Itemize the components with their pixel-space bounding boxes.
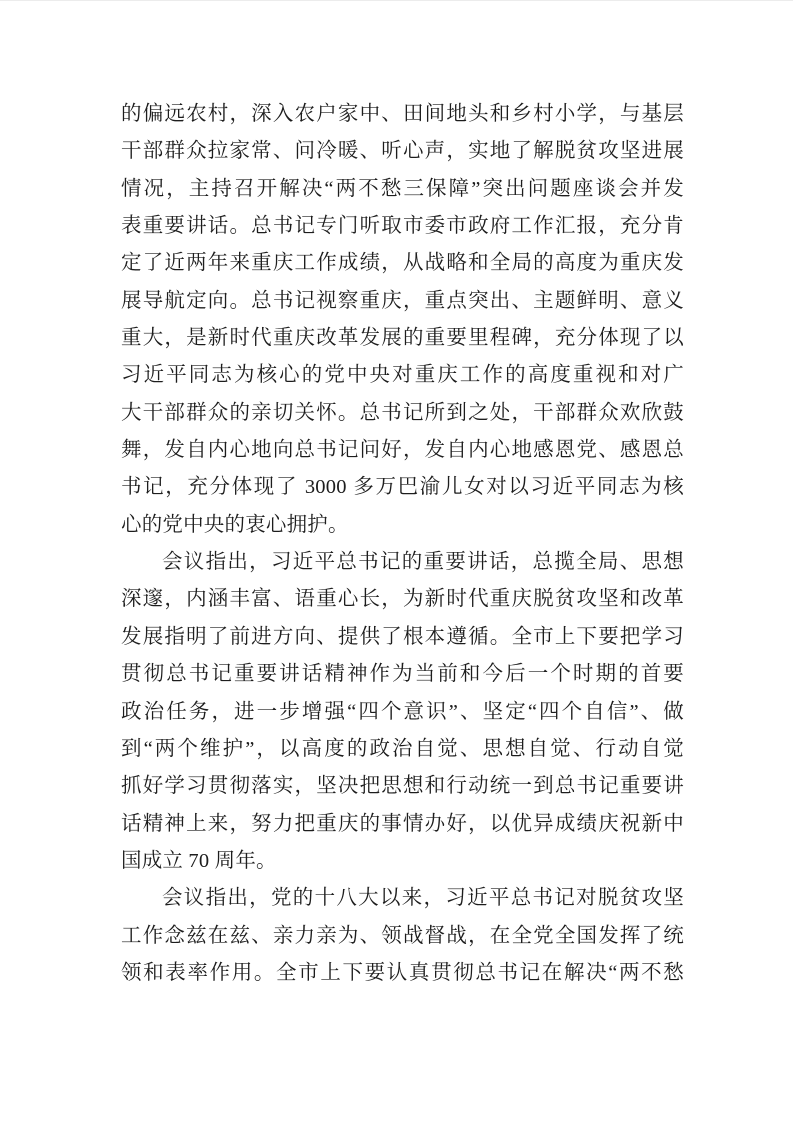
- text-line: 重大，是新时代重庆改革发展的重要里程碑，充分体现了以: [121, 327, 684, 350]
- document-body: [121, 96, 684, 992]
- paragraph: [121, 880, 684, 992]
- text-line: 发展指明了前进方向、提供了根本遵循。全市上下要把学习: [121, 625, 684, 648]
- page-top-border: [0, 0, 793, 1]
- paragraph: [121, 544, 684, 880]
- text-line: 定了近两年来重庆工作成绩，从战略和全局的高度为重庆发: [121, 252, 684, 275]
- text-line: 表重要讲话。总书记专门听取市委市政府工作汇报，充分肯: [121, 215, 684, 238]
- text-line: 心的党中央的衷心拥护。: [121, 513, 349, 536]
- text-line: 展导航定向。总书记视察重庆，重点突出、主题鲜明、意义: [121, 289, 684, 312]
- text-line: 的偏远农村，深入农户家中、田间地头和乡村小学，与基层: [121, 103, 684, 125]
- text-line: 舞，发自内心地向总书记问好，发自内心地感恩党、感恩总: [121, 439, 684, 462]
- text-line: 书记，充分体现了 3000 多万巴渝儿女对以习近平同志为核: [121, 476, 684, 499]
- text-line: 国成立 70 周年。: [121, 849, 277, 872]
- text-line: 到“两个维护”，以高度的政治自觉、思想自觉、行动自觉: [121, 737, 684, 760]
- text-line: 工作念兹在兹、亲力亲为、领战督战，在全党全国发挥了统: [121, 924, 684, 947]
- text-line: 会议指出，习近平总书记的重要讲话，总揽全局、思想: [162, 551, 684, 574]
- text-line: 贯彻总书记重要讲话精神作为当前和今后一个时期的首要: [121, 663, 684, 686]
- text-line: 大干部群众的亲切关怀。总书记所到之处，干部群众欢欣鼓: [121, 401, 684, 424]
- text-line: 话精神上来，努力把重庆的事情办好，以优异成绩庆祝新中: [121, 812, 684, 835]
- text-line: 干部群众拉家常、问冷暖、听心声，实地了解脱贫攻坚进展: [121, 140, 684, 163]
- text-line: 会议指出，党的十八大以来，习近平总书记对脱贫攻坚: [162, 887, 684, 910]
- paragraph: [121, 96, 684, 544]
- text-line: 情况，主持召开解决“两不愁三保障”突出问题座谈会并发: [121, 177, 684, 200]
- text-line: 抓好学习贯彻落实，坚决把思想和行动统一到总书记重要讲: [121, 775, 684, 798]
- text-line: 政治任务，进一步增强“四个意识”、坚定“四个自信”、做: [121, 700, 684, 723]
- text-line: 深邃，内涵丰富、语重心长，为新时代重庆脱贫攻坚和改革: [121, 588, 684, 611]
- text-line: 领和表率作用。全市上下要认真贯彻总书记在解决“两不愁: [121, 961, 684, 984]
- text-line: 习近平同志为核心的党中央对重庆工作的高度重视和对广: [121, 364, 684, 387]
